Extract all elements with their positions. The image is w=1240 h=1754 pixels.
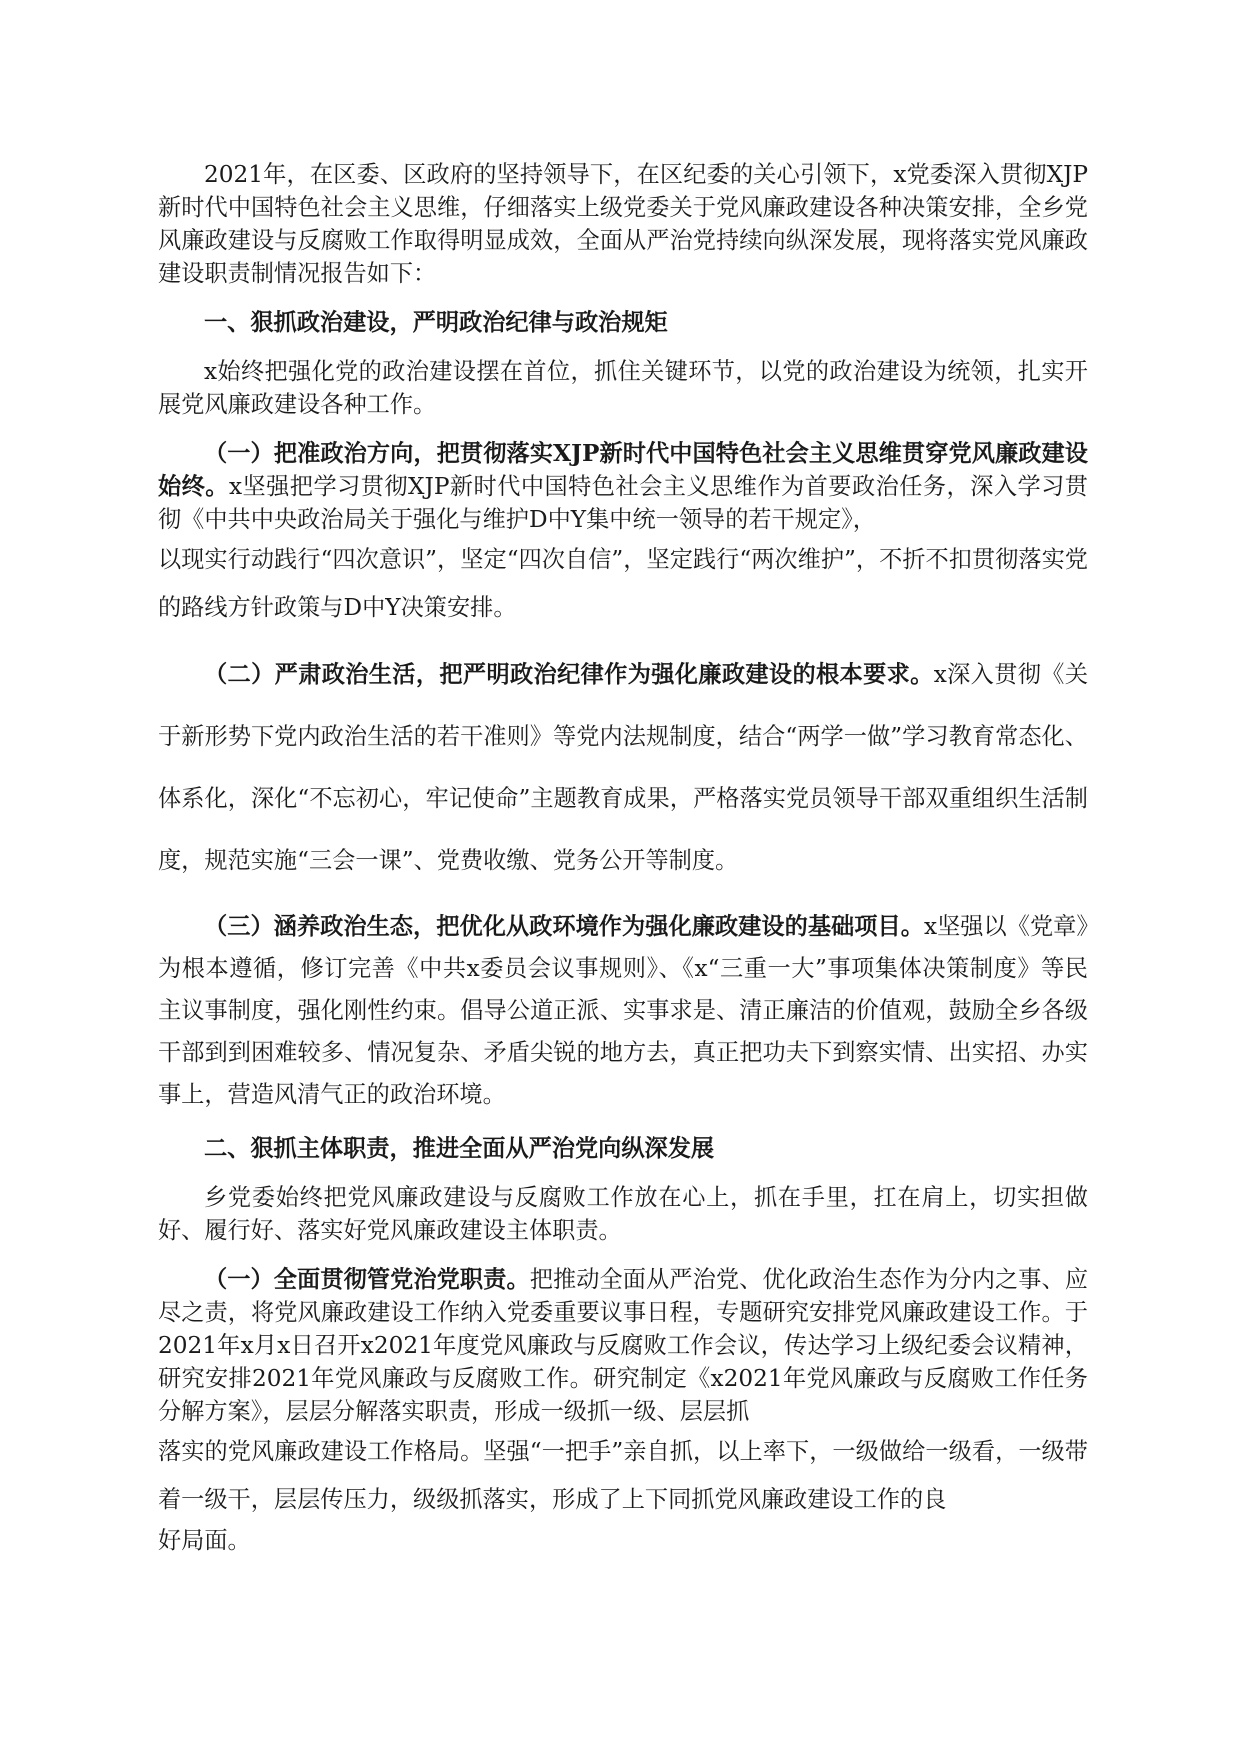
subsection-1-continued: 以现实行动践行“四次意识”，坚定“四次自信”，坚定践行“两次维护”，不折不扣贯彻落实党的路线方针政策与D中Y决策安排。 bbox=[158, 546, 1088, 621]
subsection-4-paragraph bbox=[158, 1263, 1088, 1428]
section-heading-1: 一、狠抓政治建设，严明政治纪律与政治规矩 bbox=[204, 309, 668, 336]
subsection-2-text: x深入贯彻《关于新形势下党内政治生活的若干准则》等党内法规制度，结合“两学一做”学习教育常态化、体系化，深化“不忘初心，牢记使命”主题教育成果，严格落实党员领导干部双重组织生活制度，规范实施“三会一课”、党费收缴、党务公开等制度。 bbox=[158, 661, 1089, 874]
intro-paragraph: 2021年，在区委、区政府的坚持领导下，在区纪委的关心引领下，x党委深入贯彻XJP新时代中国特色社会主义思维，仔细落实上级党委关于党风廉政建设各种决策安排，全乡党风廉政建设与反腐败工作取得明显成效，全面从严治党持续向纵深发展，现将落实党风廉政建设职责制情况报告如下： bbox=[158, 161, 1088, 287]
subsection-1-text: x坚强把学习贯彻XJP新时代中国特色社会主义思维作为首要政治任务，深入学习贯彻《中共中央政治局关于强化与维护D中Y集中统一领导的若干规定》， bbox=[158, 473, 1088, 533]
subsection-3-paragraph bbox=[158, 906, 1088, 1116]
subsection-3-text-continued: 等民主议事制度，强化刚性约束。倡导公道正派、实事求是、清正廉洁的价值观，鼓励全乡各级干部到到困难较多、情况复杂、矛盾尖锐的地方去，真正把功夫下到察实情、出实招、办实事上，营造风清气正的政治环境。 bbox=[158, 955, 1088, 1108]
subsection-1-paragraph bbox=[158, 437, 1088, 536]
subsection-4-continued: 落实的党风廉政建设工作格局。坚强“一把手”亲自抓，以上率下，一级做给一级看，一级带着一级干，层层传压力，级级抓落实，形成了上下同抓党风廉政建设工作的良 bbox=[158, 1438, 1088, 1513]
section-heading-2: 二、狠抓主体职责，推进全面从严治党向纵深发展 bbox=[204, 1135, 715, 1162]
subsection-2-paragraph bbox=[158, 644, 1088, 892]
subsection-4-heading: （一）全面贯彻管党治党职责。 bbox=[204, 1266, 530, 1293]
section-2-intro-paragraph: 乡党委始终把党风廉政建设与反腐败工作放在心上，抓在手里，扛在肩上，切实担做好、履行好、落实好党风廉政建设主体职责。 bbox=[158, 1184, 1088, 1244]
subsection-3-heading: （三）涵养政治生态，把优化从政环境作为强化廉政建设的基础项目。 bbox=[204, 913, 924, 940]
document-body bbox=[158, 158, 1088, 1557]
section-1-intro-paragraph: x始终把强化党的政治建设摆在首位，抓住关键环节，以党的政治建设为统领，扎实开展党风廉政建设各种工作。 bbox=[158, 358, 1088, 418]
subsection-4-end: 好局面。 bbox=[158, 1527, 251, 1554]
subsection-1-heading: （一）把准政治方向，把贯彻落实XJP新时代中国特色社会主义思维贯穿党风廉政建设始终。 bbox=[158, 440, 1088, 500]
subsection-2-heading: （二）严肃政治生活，把严明政治纪律作为强化廉政建设的根本要求。 bbox=[204, 661, 934, 688]
subsection-3-text: x坚强以《党章》为根本遵循，修订完善《中共x委员会议事规则》、《x“三重一大”事项集体决策制度》 bbox=[158, 913, 1088, 982]
subsection-4-text: 把推动全面从严治党、优化政治生态作为分内之事、应尽之责，将党风廉政建设工作纳入党委重要议事日程，专题研究安排党风廉政建设工作。于2021年x月x日召开x2021年度党风廉政与反腐败工作会议，传达学习上级纪委会议精神，研究安排2021年党风廉政与反腐败工作。研究制定《x2021年党风廉政与反腐败工作任务分解方案》，层层分解落实职责，形成一级抓一级、层层抓 bbox=[158, 1266, 1089, 1425]
